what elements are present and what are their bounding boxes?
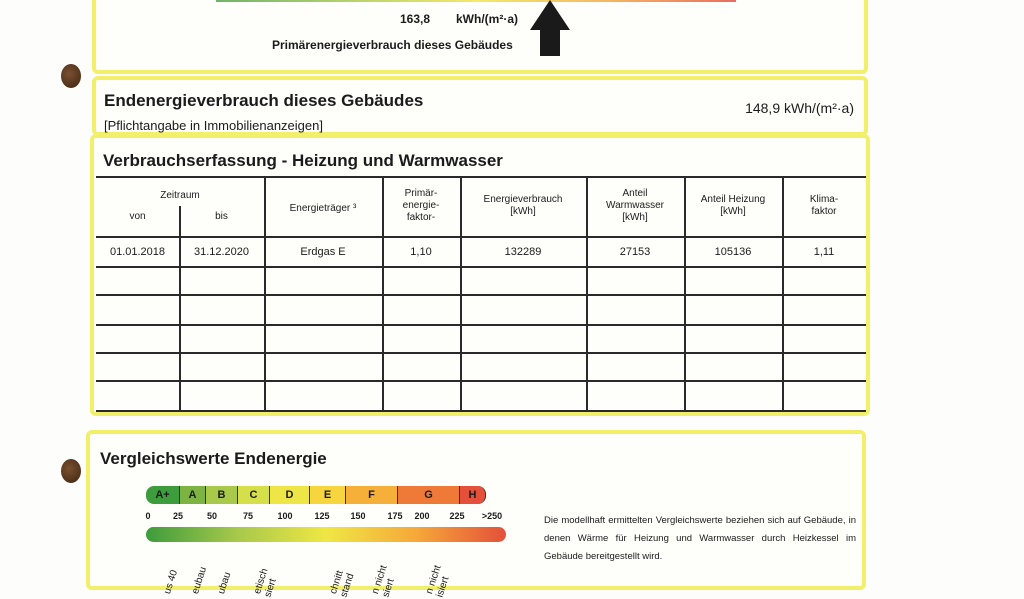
building-type-label: ubau xyxy=(216,570,234,596)
header-primaerenergiefaktor: Primär- energie- faktor- xyxy=(402,188,440,223)
cell-bis: 31.12.2020 xyxy=(193,246,250,258)
comparison-panel xyxy=(86,430,866,599)
efficiency-class-a-plus: A+ xyxy=(146,486,180,504)
header-von: von xyxy=(129,211,146,222)
table-rule xyxy=(96,176,866,178)
efficiency-class-scale xyxy=(146,486,506,506)
building-type-label: eubau xyxy=(190,565,210,596)
table-rule xyxy=(179,206,181,410)
arrow-up-icon xyxy=(528,0,572,58)
building-type-label: n nicht isiert xyxy=(424,563,452,599)
comparison-description: Die modellhaft ermittelten Vergleichswerte beziehen sich auf Gebäude, in denen Wärme für Heizung und Warmwasser durch Heizkessel im Gebäude bereitgestellt wird. xyxy=(544,515,856,562)
consumption-table-panel xyxy=(90,134,870,416)
cell-primaerenergiefaktor: 1,10 xyxy=(410,246,432,258)
cell-klimafaktor: 1,11 xyxy=(813,246,835,258)
header-klimafaktor: Klima- faktor xyxy=(809,194,839,217)
cell-anteil-heizung: 105136 xyxy=(714,246,752,258)
table-rule xyxy=(96,266,866,268)
primary-energy-label: Primärenergieverbrauch dieses Gebäudes xyxy=(272,38,513,52)
energy-scale-strip xyxy=(216,0,736,2)
table-rule xyxy=(96,294,866,296)
scale-tick: 175 xyxy=(387,511,403,521)
building-type-label: etisch siert xyxy=(252,567,279,599)
primary-energy-value: 163,8 xyxy=(400,12,431,26)
cell-energietraeger: Erdgas E xyxy=(300,246,346,258)
building-type-label: n nicht siert xyxy=(370,563,397,599)
header-anteil-warmwasser: Anteil Warmwasser [kWh] xyxy=(606,188,664,223)
cell-von: 01.01.2018 xyxy=(109,246,166,258)
end-energy-title: Endenergieverbrauch dieses Gebäudes xyxy=(104,91,424,110)
building-type-label: chnitt stand xyxy=(328,569,357,599)
end-energy-value: 148,9 kWh/(m²·a) xyxy=(745,100,854,116)
efficiency-class-e: E xyxy=(310,486,346,504)
consumption-table xyxy=(96,176,866,412)
efficiency-class-d: D xyxy=(270,486,310,504)
punch-hole-bottom xyxy=(61,459,81,483)
efficiency-gradient-bar xyxy=(146,527,506,542)
header-energieverbrauch: Energieverbrauch [kWh] xyxy=(483,194,563,217)
scale-tick: 100 xyxy=(277,511,293,521)
scale-tick: 225 xyxy=(449,511,465,521)
efficiency-class-g: G xyxy=(398,486,460,504)
end-energy-panel xyxy=(92,76,868,136)
scale-tick: 50 xyxy=(206,511,218,521)
table-rule xyxy=(96,324,866,326)
primary-energy-panel xyxy=(92,0,868,74)
header-zeitraum: Zeitraum xyxy=(160,190,200,201)
header-energietraeger: Energieträger ³ xyxy=(289,203,357,214)
scale-tick: >250 xyxy=(481,511,503,521)
efficiency-class-b: B xyxy=(206,486,238,504)
efficiency-class-a: A xyxy=(180,486,206,504)
table-rule xyxy=(96,236,866,238)
table-rule xyxy=(96,380,866,382)
end-energy-note: [Pflichtangabe in Immobilienanzeigen] xyxy=(104,118,323,133)
comparison-title: Vergleichswerte Endenergie xyxy=(100,449,327,468)
table-rule xyxy=(96,352,866,354)
building-type-label: us 40 xyxy=(162,568,181,596)
scale-tick: 125 xyxy=(314,511,330,521)
efficiency-class-h: H xyxy=(460,486,486,504)
scale-tick: 0 xyxy=(145,511,151,521)
efficiency-class-f: F xyxy=(346,486,398,504)
scale-tick: 200 xyxy=(414,511,430,521)
header-bis: bis xyxy=(215,211,228,222)
table-rule xyxy=(96,410,866,412)
cell-energieverbrauch: 132289 xyxy=(504,246,542,258)
efficiency-class-c: C xyxy=(238,486,270,504)
header-anteil-heizung: Anteil Heizung [kWh] xyxy=(700,194,766,217)
scale-tick: 150 xyxy=(350,511,366,521)
primary-energy-unit: kWh/(m²·a) xyxy=(456,12,518,26)
scale-tick: 25 xyxy=(172,511,184,521)
table-title: Verbrauchserfassung - Heizung und Warmwasser xyxy=(103,151,503,170)
cell-anteil-warmwasser: 27153 xyxy=(619,246,651,258)
punch-hole-top xyxy=(61,64,81,88)
scale-tick: 75 xyxy=(242,511,254,521)
